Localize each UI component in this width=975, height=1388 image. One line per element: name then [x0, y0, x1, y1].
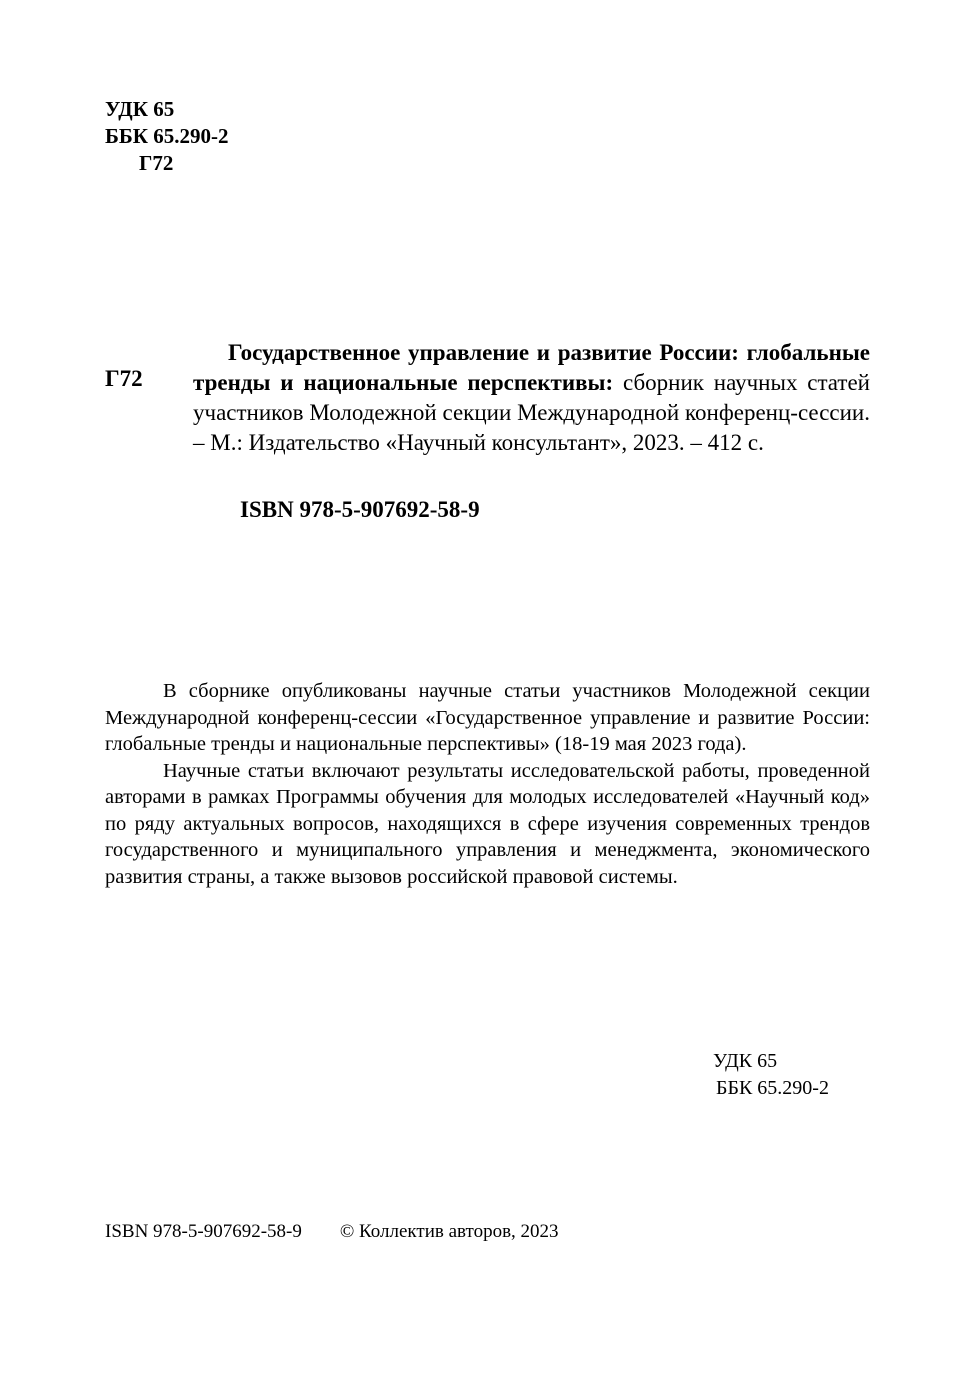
catalog-entry [193, 338, 870, 458]
classification-codes [105, 96, 229, 177]
bottom-udk-code: УДК 65 [713, 1050, 778, 1072]
book-description: сборник научных статей участников Молодежной секции Международной конференц-сессии. – М.: Издательство «Научный консультант», 2023. – 412 с. [193, 370, 870, 455]
bottom-classification-codes [713, 1048, 829, 1102]
author-mark: Г72 [139, 151, 174, 175]
footer-isbn: ISBN 978-5-907692-58-9 [105, 1221, 302, 1242]
abstract [105, 678, 870, 890]
isbn-main: ISBN 978-5-907692-58-9 [240, 497, 480, 522]
footer [105, 1221, 559, 1243]
bottom-bbk-code: ББК 65.290-2 [716, 1077, 829, 1099]
copyright-notice: © Коллектив авторов, 2023 [339, 1221, 559, 1242]
shelf-mark: Г72 [105, 366, 143, 391]
abstract-paragraph-1: В сборнике опубликованы научные статьи участников Молодежной секции Международной конференц-сессии «Государственное управление и развитие России: глобальные тренды и национальные перспективы» (18-19 мая 2023 года). [105, 680, 870, 755]
bbk-code: ББК 65.290-2 [105, 124, 229, 148]
abstract-paragraph-2: Научные статьи включают результаты исследовательской работы, проведенной авторами в рамках Программы обучения для молодых исследователей «Научный код» по ряду актуальных вопросов, находящихся в сфере изучения современных трендов государственного и муниципального управления и менеджмента, экономического развития страны, а также вызовов российской правовой системы. [105, 759, 870, 888]
udk-code: УДК 65 [105, 97, 175, 121]
book-title: Государственное управление и развитие России: глобальные тренды и национальные перспективы: [193, 340, 870, 395]
